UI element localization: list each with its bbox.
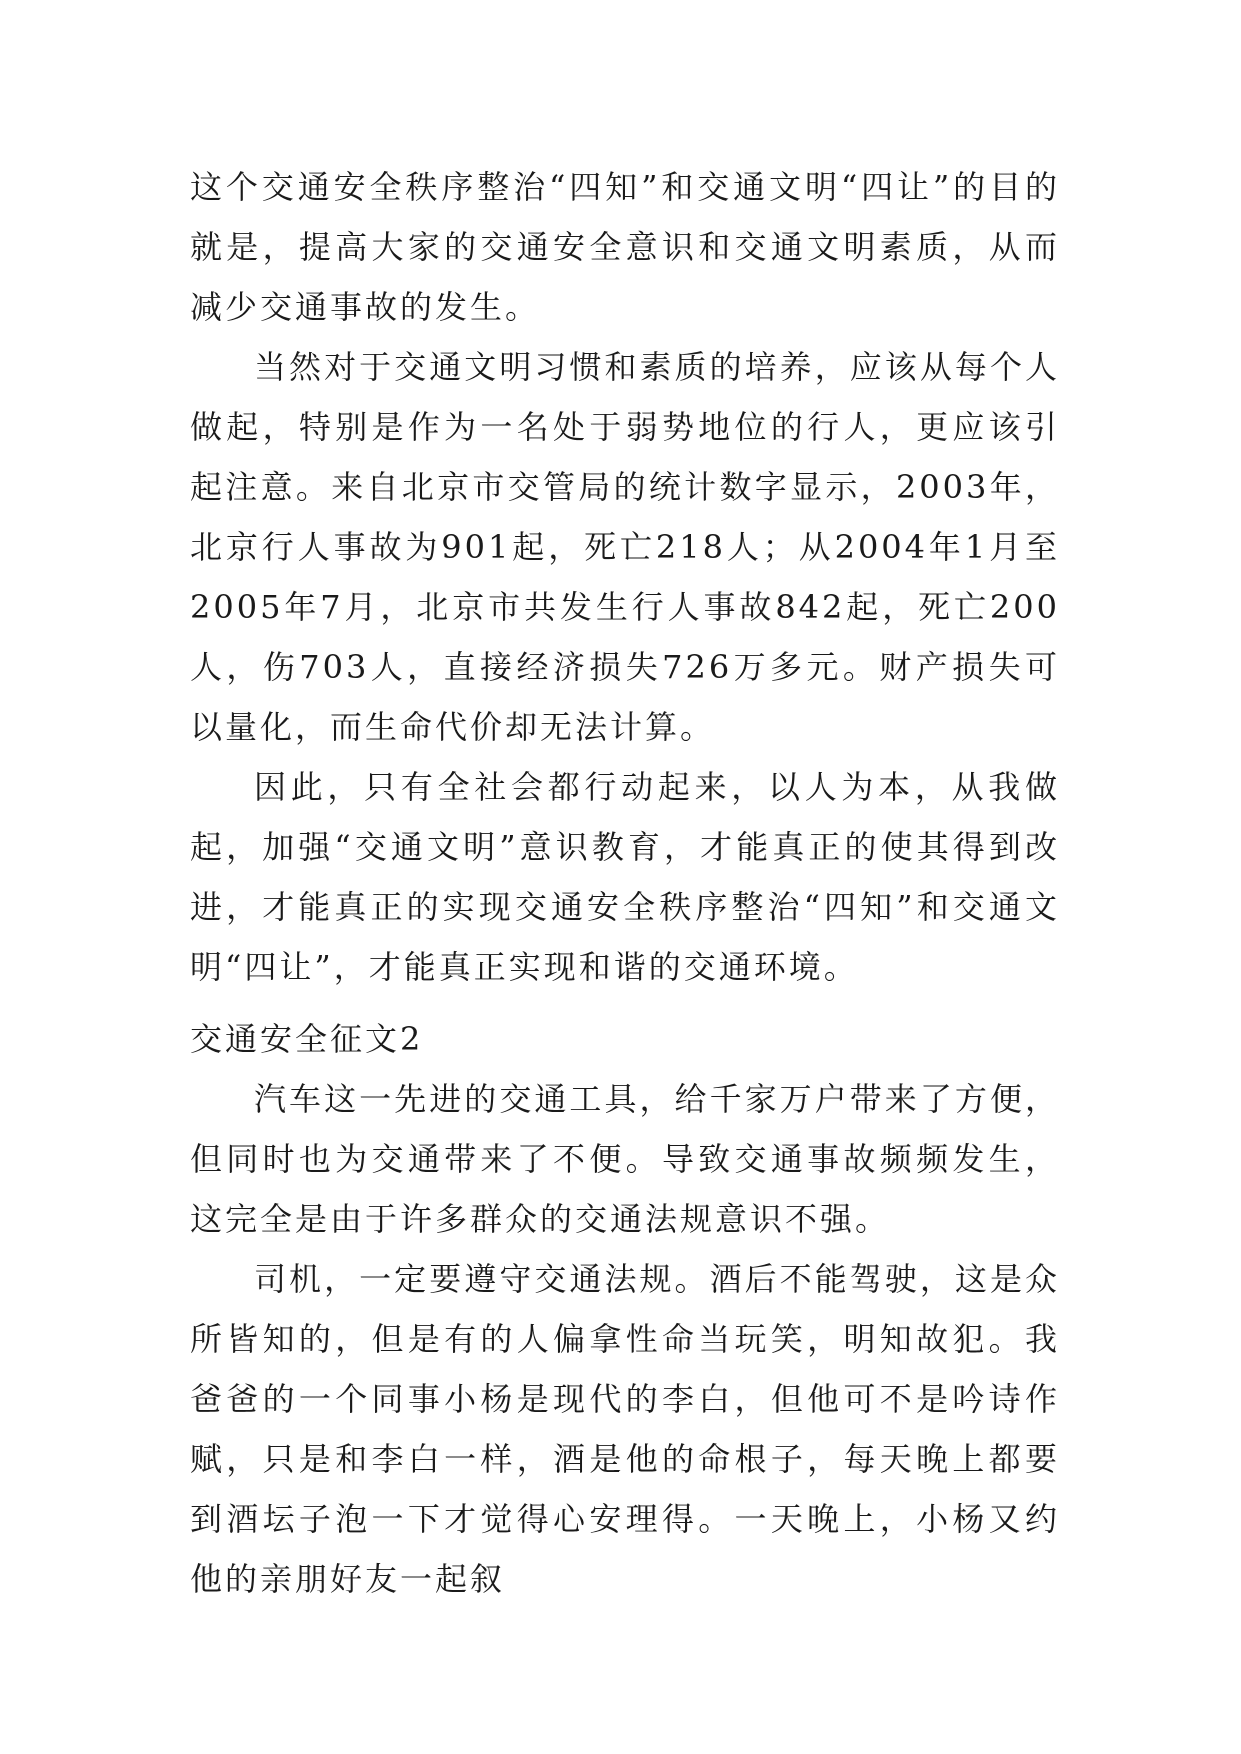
- essay-2-section: [190, 1009, 1060, 1609]
- paragraph-conclusion: 因此，只有全社会都行动起来，以人为本，从我做起，加强“交通文明”意识教育，才能真正的使其得到改进，才能真正的实现交通安全秩序整治“四知”和交通文明“四让”，才能真正实现和谐的交通环境。: [190, 768, 1060, 986]
- paragraph-statistics: 当然对于交通文明习惯和素质的培养，应该从每个人做起，特别是作为一名处于弱势地位的行人，更应该引起注意。来自北京市交管局的统计数字显示，2003年，北京行人事故为901起，死亡218人；从2004年1月至2005年7月，北京市共发生行人事故842起，死亡200人，伤703人，直接经济损失726万多元。财产损失可以量化，而生命代价却无法计算。: [190, 348, 1060, 746]
- paragraph-intro: 这个交通安全秩序整治“四知”和交通文明“四让”的目的就是，提高大家的交通安全意识和交通文明素质，从而减少交通事故的发生。: [190, 168, 1060, 326]
- paragraph-drivers: 司机，一定要遵守交通法规。酒后不能驾驶，这是众所皆知的，但是有的人偏拿性命当玩笑，明知故犯。我爸爸的一个同事小杨是现代的李白，但他可不是吟诗作赋，只是和李白一样，酒是他的命根子，每天晚上都要到酒坛子泡一下才觉得心安理得。一天晚上，小杨又约他的亲朋好友一起叙: [190, 1260, 1060, 1598]
- essay-2-heading: 交通安全征文2: [190, 1020, 424, 1058]
- section-continued-text: [190, 157, 1060, 997]
- paragraph-cars: 汽车这一先进的交通工具，给千家万户带来了方便，但同时也为交通带来了不便。导致交通事故频频发生，这完全是由于许多群众的交通法规意识不强。: [190, 1080, 1060, 1238]
